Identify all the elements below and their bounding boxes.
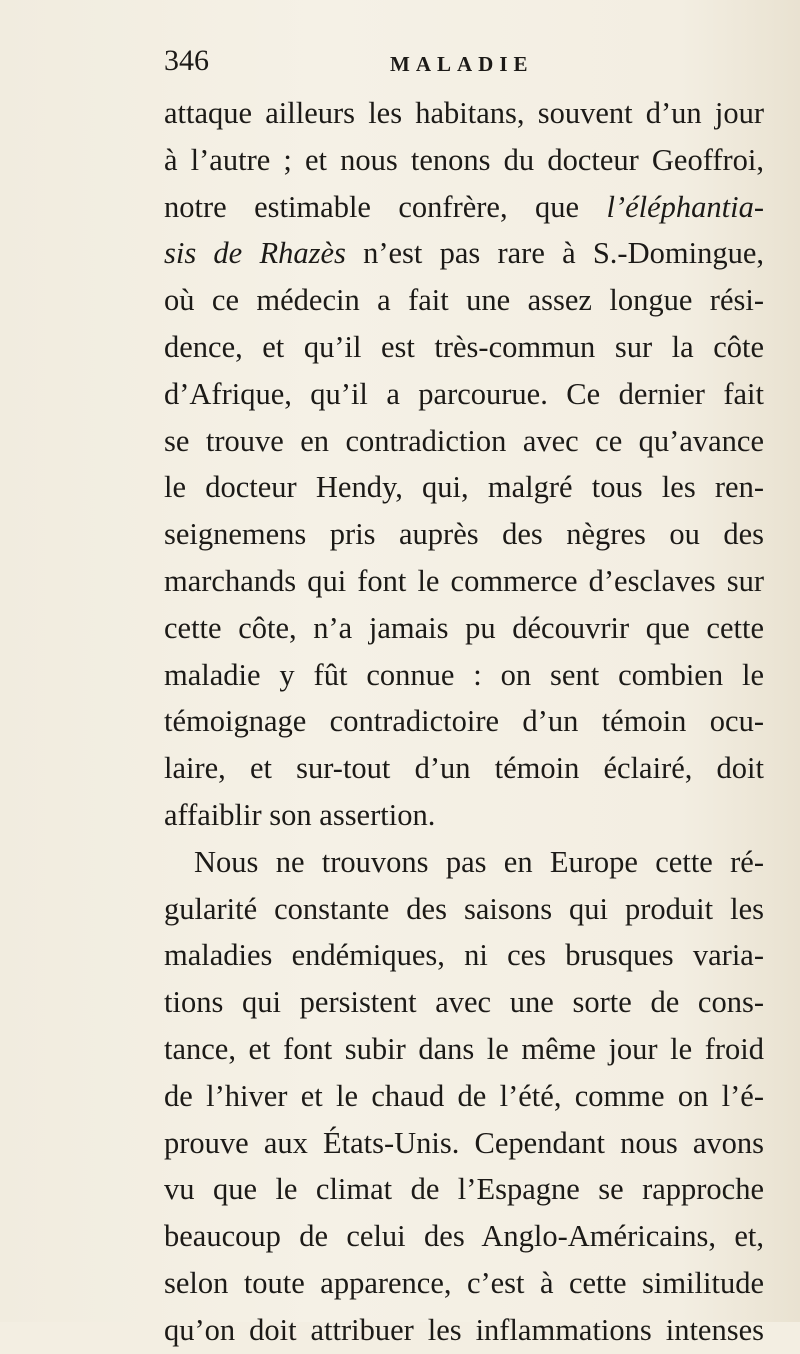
text-line: d’Afrique, qu’il a parcourue. Ce dernier fait	[164, 376, 764, 411]
text-line: le docteur Hendy, qui, malgré tous les ren-	[164, 470, 764, 505]
text-line: où ce médecin a fait une assez longue rési-	[164, 283, 764, 318]
text-line: marchands qui font le commerce d’esclaves sur	[164, 563, 764, 598]
text-line: selon toute apparence, c’est à cette similitude	[164, 1265, 764, 1300]
text-line: laire, et sur-tout d’un témoin éclairé, doit	[164, 751, 764, 786]
text-line: qu’on doit attribuer les inflammations intenses	[164, 1312, 764, 1347]
page-header	[164, 44, 764, 88]
text-line: attaque ailleurs les habitans, souvent d’un jour	[164, 96, 764, 130]
text-line: témoignage contradictoire d’un témoin ocu-	[164, 704, 764, 739]
text-line: se trouve en contradiction avec ce qu’avance	[164, 423, 764, 458]
text-line: de l’hiver et le chaud de l’été, comme on l’é-	[164, 1078, 764, 1113]
text-line: Nous ne trouvons pas en Europe cette ré-	[194, 844, 764, 879]
text-line: prouve aux États-Unis. Cependant nous avons	[164, 1125, 764, 1160]
text-line: tance, et font subir dans le même jour le froid	[164, 1031, 764, 1066]
text-line: affaiblir son assertion.	[164, 797, 436, 832]
page-number: 346	[164, 44, 209, 77]
text-line: dence, et qu’il est très-commun sur la côte	[164, 329, 764, 364]
text-line: vu que le climat de l’Espagne se rapproche	[164, 1172, 764, 1207]
italic-term: l’éléphantia-	[606, 189, 764, 224]
text-line: maladie y fût connue : on sent combien le	[164, 657, 764, 692]
text-line: notre estimable confrère, que l’éléphantia-	[164, 189, 764, 224]
running-title: MALADIE	[390, 52, 534, 76]
text-line: tions qui persistent avec une sorte de cons-	[164, 985, 764, 1020]
paragraph-2	[164, 839, 764, 1354]
text-line: seignemens pris auprès des nègres ou des	[164, 517, 764, 552]
paragraph-1	[164, 90, 764, 839]
body-text	[164, 90, 764, 1354]
text-line: sis de Rhazès n’est pas rare à S.-Domingue,	[164, 236, 764, 271]
text-line: gularité constante des saisons qui produit les	[164, 891, 764, 926]
text-line: maladies endémiques, ni ces brusques varia-	[164, 938, 764, 973]
text-line: cette côte, n’a jamais pu découvrir que cette	[164, 610, 764, 645]
text-line: à l’autre ; et nous tenons du docteur Geoffroi,	[164, 142, 764, 177]
text-line: beaucoup de celui des Anglo-Américains, et,	[164, 1219, 764, 1254]
italic-term: sis de Rhazès	[164, 236, 346, 271]
